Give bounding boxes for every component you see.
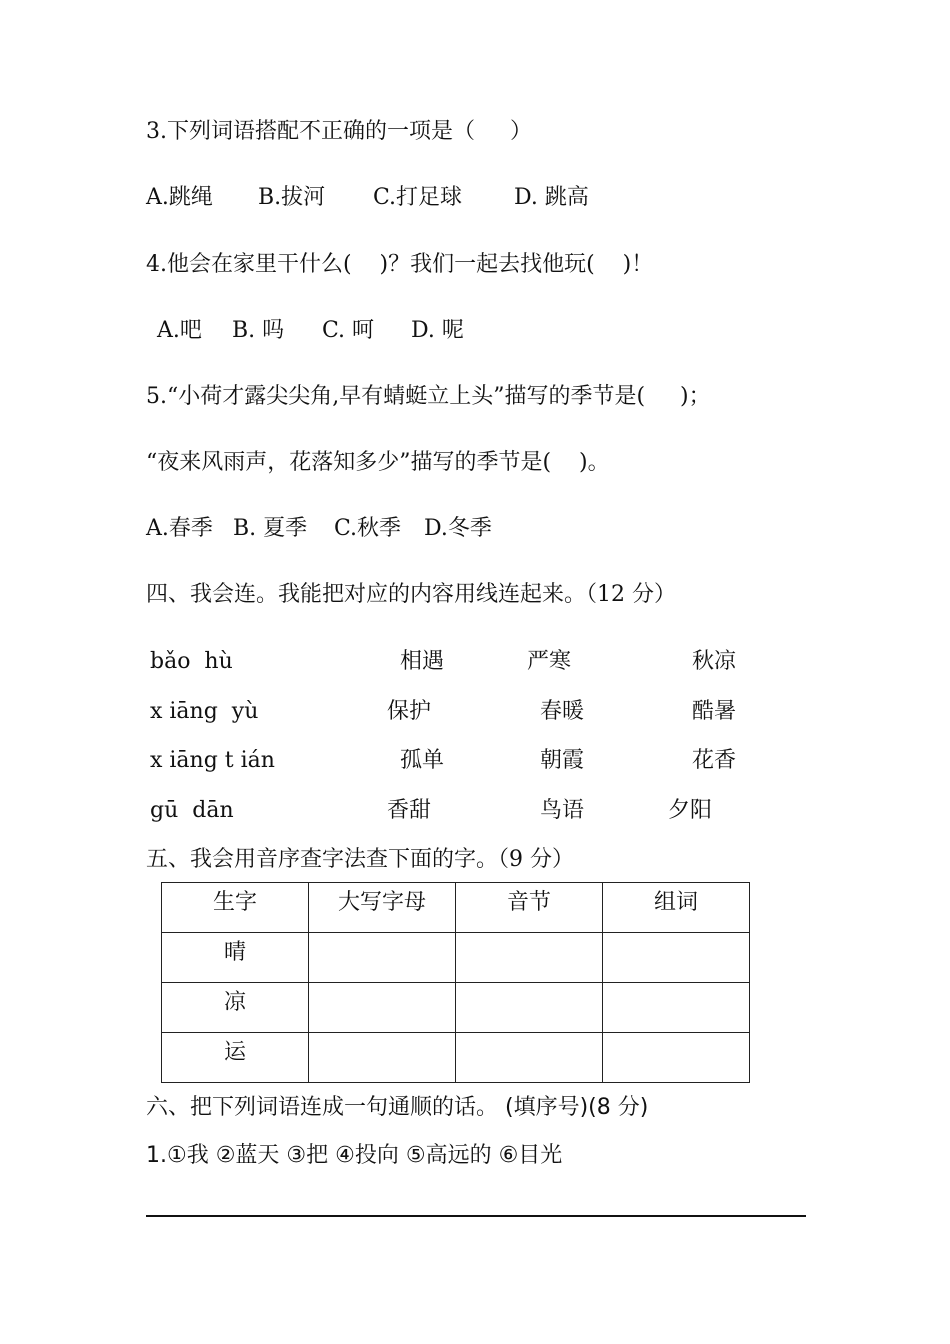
q5-stem-line1: 5.“小荷才露尖尖角,早有蜻蜓立上头”描写的季节是( )； <box>146 384 711 409</box>
syllable-blank[interactable] <box>456 1033 603 1083</box>
q5-option-d: D.冬季 <box>424 516 492 541</box>
section6-title: 六、把下列词语连成一句通顺的话。 (填序号)(8 分) <box>146 1095 649 1120</box>
char-cell: 晴 <box>162 933 309 983</box>
word-blank[interactable] <box>603 1033 750 1083</box>
q4-stem: 4.他会在家里干什么( )？我们一起去找他玩( )！ <box>146 252 654 277</box>
match-a-3: 朝霞 <box>540 748 585 773</box>
q3-option-c: C.打足球 <box>373 185 463 210</box>
match-b-4: 夕阳 <box>668 798 713 823</box>
word-4: 香甜 <box>387 798 432 823</box>
table-row <box>162 933 750 983</box>
word-blank[interactable] <box>603 933 750 983</box>
syllable-blank[interactable] <box>456 933 603 983</box>
q4-option-c: C. 呵 <box>322 318 375 343</box>
header-char: 生字 <box>162 883 309 933</box>
q4-option-b: B. 吗 <box>232 318 285 343</box>
char-cell: 运 <box>162 1033 309 1083</box>
header-word: 组词 <box>603 883 750 933</box>
q5-option-c: C.秋季 <box>334 516 402 541</box>
word-3: 孤单 <box>400 748 445 773</box>
match-a-2: 春暖 <box>540 699 585 724</box>
match-a-4: 鸟语 <box>540 798 585 823</box>
q5-option-a: A.春季 <box>146 516 213 541</box>
header-syllable: 音节 <box>456 883 603 933</box>
match-b-2: 酷暑 <box>692 699 737 724</box>
word-blank[interactable] <box>603 983 750 1033</box>
letter-blank[interactable] <box>309 1033 456 1083</box>
match-b-1: 秋凉 <box>692 649 737 674</box>
lookup-table <box>161 882 750 1083</box>
word-1: 相遇 <box>400 649 445 674</box>
pinyin-1: bǎo hù <box>150 649 233 674</box>
q3-stem: 3.下列词语搭配不正确的一项是（ ） <box>146 119 532 144</box>
q5-stem-line2: “夜来风雨声，花落知多少”描写的季节是( )。 <box>146 450 610 475</box>
section4-title: 四、我会连。我能把对应的内容用线连起来。（12 分） <box>146 582 676 607</box>
q5-option-b: B. 夏季 <box>233 516 308 541</box>
pinyin-2: x iāng yù <box>150 699 259 724</box>
table-header-row <box>162 883 750 933</box>
char-cell: 凉 <box>162 983 309 1033</box>
q3-option-d: D. 跳高 <box>514 185 589 210</box>
q4-option-a: A.吧 <box>157 318 202 343</box>
answer-line[interactable] <box>146 1215 806 1217</box>
match-a-1: 严寒 <box>527 649 572 674</box>
header-letter: 大写字母 <box>309 883 456 933</box>
pinyin-4: gū dān <box>150 798 234 823</box>
word-2: 保护 <box>387 699 432 724</box>
pinyin-3: x iāng t ián <box>150 748 275 773</box>
table-row <box>162 983 750 1033</box>
match-b-3: 花香 <box>692 748 737 773</box>
table-row <box>162 1033 750 1083</box>
q3-option-b: B.拔河 <box>258 185 326 210</box>
syllable-blank[interactable] <box>456 983 603 1033</box>
section5-title: 五、我会用音序查字法查下面的字。（9 分） <box>146 847 574 872</box>
q4-option-d: D. 呢 <box>411 318 464 343</box>
letter-blank[interactable] <box>309 983 456 1033</box>
letter-blank[interactable] <box>309 933 456 983</box>
q3-option-a: A.跳绳 <box>146 185 213 210</box>
section6-item1: 1.①我 ②蓝天 ③把 ④投向 ⑤高远的 ⑥目光 <box>146 1143 563 1168</box>
